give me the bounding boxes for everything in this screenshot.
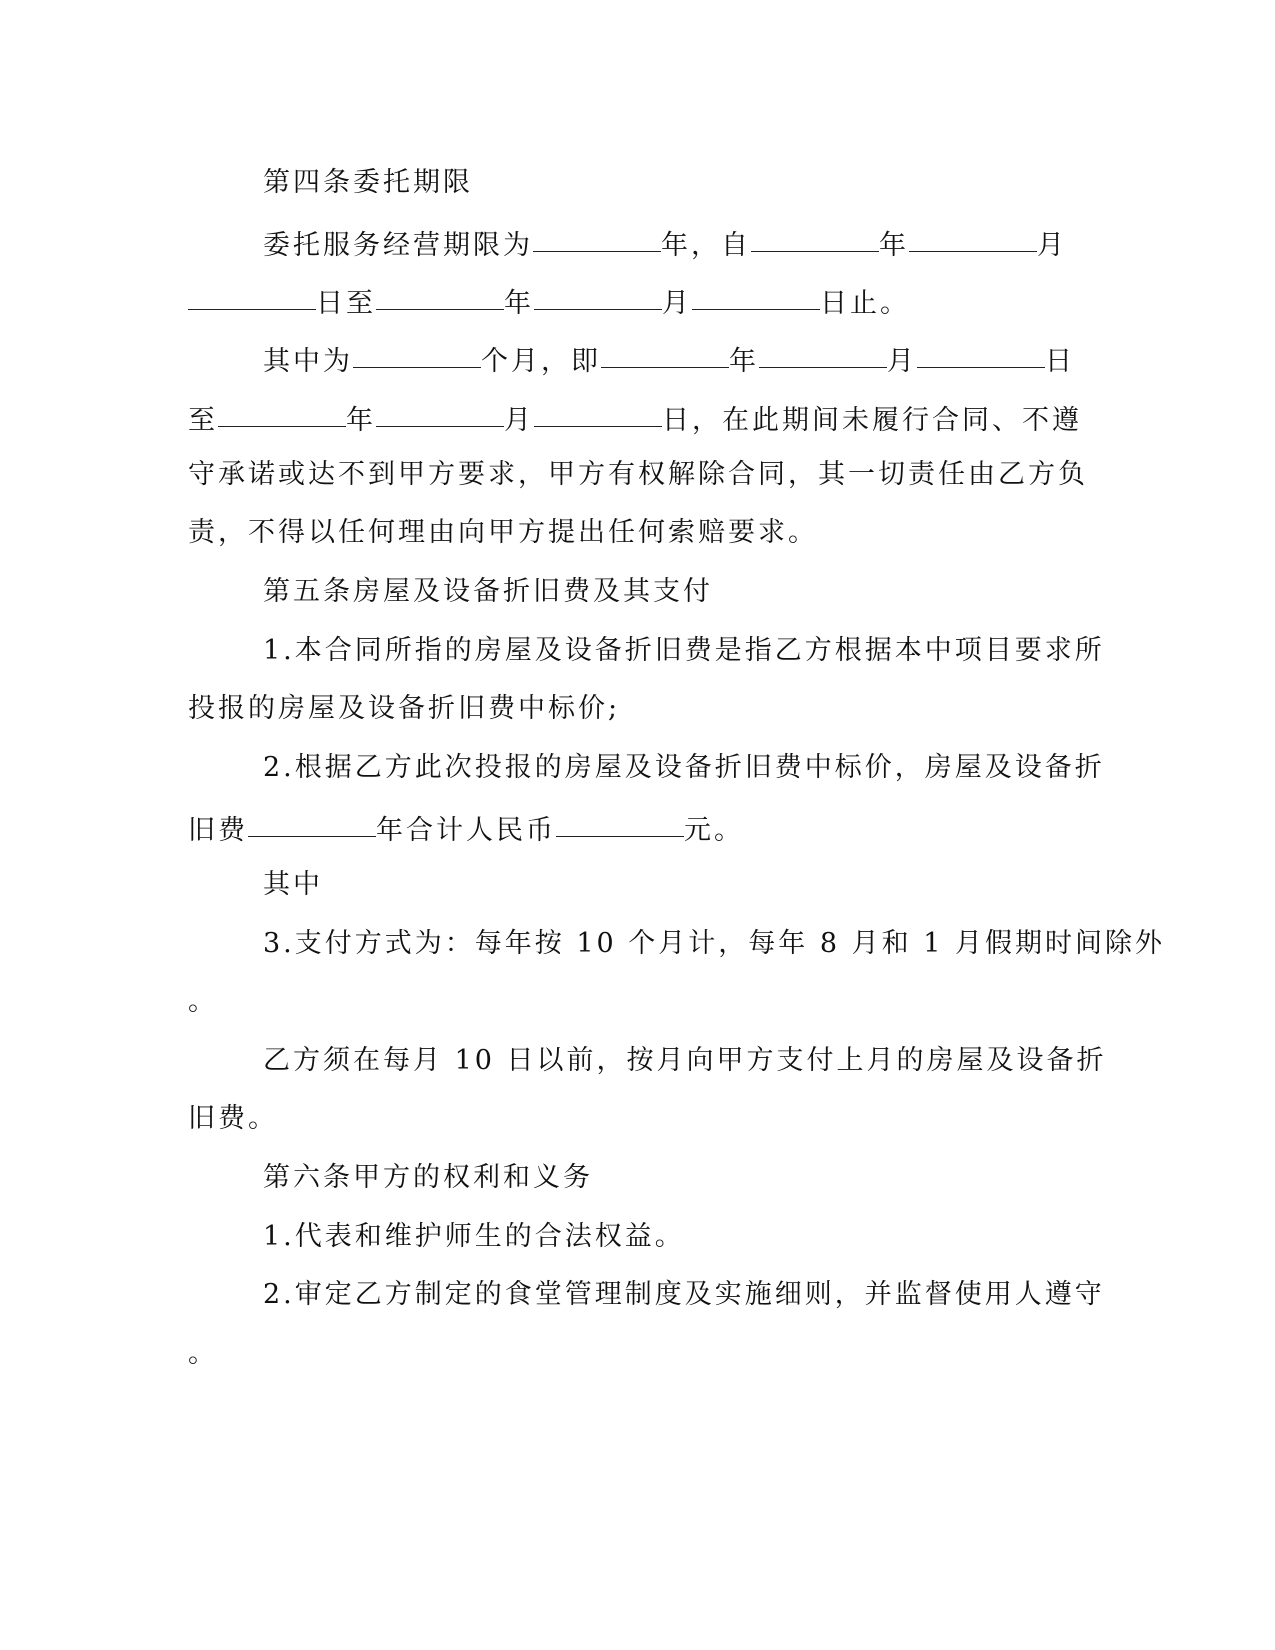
- blank-field: [917, 337, 1045, 368]
- text-segment: 元。: [684, 815, 744, 846]
- paragraph-line: 。: [188, 1338, 218, 1369]
- paragraph-line: [188, 396, 1082, 436]
- text-segment: 日至: [316, 288, 376, 319]
- paragraph-line: 3.支付方式为：每年按 10 个月计，每年 8 月和 1 月假期时间除外: [263, 928, 1165, 959]
- paragraph-line: 其中: [263, 869, 323, 900]
- text-segment: 年，自: [661, 230, 751, 261]
- blank-field: [533, 221, 661, 252]
- paragraph-line: [263, 221, 1067, 261]
- paragraph-line: 。: [188, 986, 218, 1017]
- text-segment: 其中为: [263, 346, 353, 377]
- paragraph-line: 守承诺或达不到甲方要求，甲方有权解除合同，其一切责任由乙方负: [188, 459, 1088, 490]
- paragraph-line: 2.根据乙方此次投报的房屋及设备折旧费中标价，房屋及设备折: [263, 752, 1105, 783]
- text-segment: 月: [887, 346, 917, 377]
- blank-field: [218, 396, 346, 427]
- text-segment: 年: [879, 230, 909, 261]
- paragraph-line: 1.代表和维护师生的合法权益。: [263, 1221, 685, 1252]
- blank-field: [376, 279, 504, 310]
- text-segment: 月: [504, 405, 534, 436]
- paragraph-line: 旧费。: [188, 1103, 278, 1134]
- paragraph-line: [188, 806, 744, 846]
- text-segment: 至: [188, 405, 218, 436]
- blank-field: [188, 279, 316, 310]
- blank-field: [534, 279, 662, 310]
- paragraph-line: [263, 337, 1075, 377]
- paragraph-line: 投报的房屋及设备折旧费中标价;: [188, 693, 621, 724]
- text-segment: 日，在此期间未履行合同、不遵: [662, 405, 1082, 436]
- text-segment: 年: [346, 405, 376, 436]
- blank-field: [759, 337, 887, 368]
- paragraph-line: 乙方须在每月 10 日以前，按月向甲方支付上月的房屋及设备折: [263, 1045, 1107, 1076]
- paragraph-line: [188, 279, 910, 319]
- text-segment: 日: [1045, 346, 1075, 377]
- blank-field: [692, 279, 820, 310]
- blank-field: [556, 806, 684, 837]
- article-6-heading: 第六条甲方的权利和义务: [263, 1162, 593, 1193]
- blank-field: [751, 221, 879, 252]
- text-segment: 年: [729, 346, 759, 377]
- blank-field: [353, 337, 481, 368]
- blank-field: [534, 396, 662, 427]
- article-5-heading: 第五条房屋及设备折旧费及其支付: [263, 576, 713, 607]
- article-4-heading: 第四条委托期限: [263, 167, 473, 198]
- text-segment: 年合计人民币: [376, 815, 556, 846]
- blank-field: [248, 806, 376, 837]
- paragraph-line: 1.本合同所指的房屋及设备折旧费是指乙方根据本中项目要求所: [263, 635, 1105, 666]
- text-segment: 旧费: [188, 815, 248, 846]
- paragraph-line: 2.审定乙方制定的食堂管理制度及实施细则，并监督使用人遵守: [263, 1279, 1105, 1310]
- paragraph-line: 责，不得以任何理由向甲方提出任何索赔要求。: [188, 517, 818, 548]
- text-segment: 委托服务经营期限为: [263, 230, 533, 261]
- blank-field: [909, 221, 1037, 252]
- blank-field: [601, 337, 729, 368]
- text-segment: 个月，即: [481, 346, 601, 377]
- text-segment: 日止。: [820, 288, 910, 319]
- text-segment: 月: [662, 288, 692, 319]
- blank-field: [376, 396, 504, 427]
- text-segment: 月: [1037, 230, 1067, 261]
- text-segment: 年: [504, 288, 534, 319]
